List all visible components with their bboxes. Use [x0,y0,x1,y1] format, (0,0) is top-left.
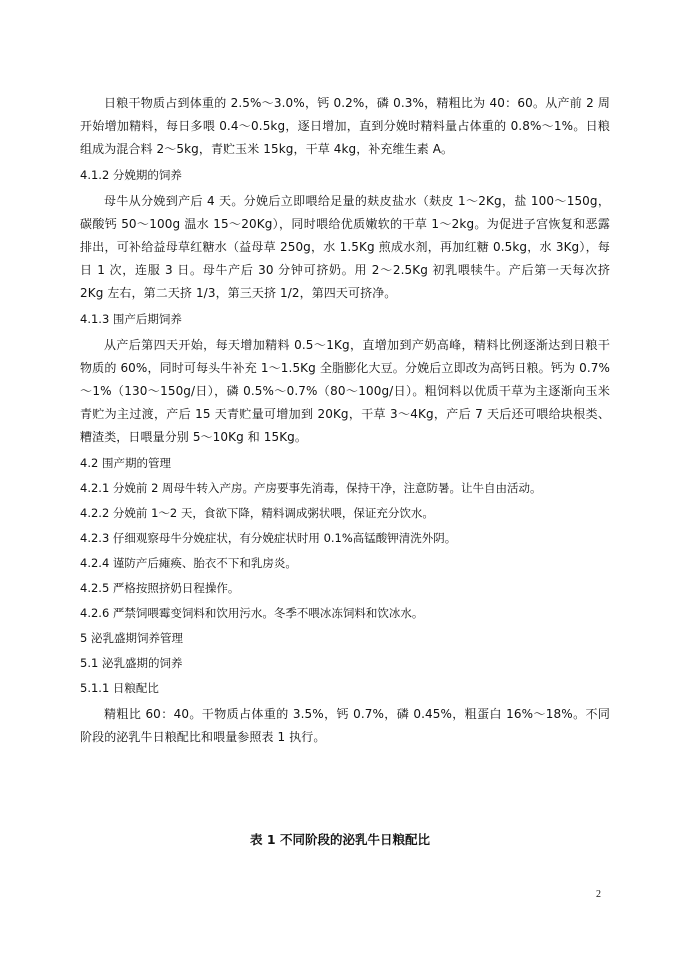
heading-5: 5 泌乳盛期饲养管理 [80,631,183,645]
list-item-4-2-6: 4.2.6 严禁饲喂霉变饲料和饮用污水。冬季不喂冰冻饲料和饮冰水。 [80,606,424,620]
list-item-4-2-4: 4.2.4 谨防产后瘫痪、胎衣不下和乳房炎。 [80,556,297,570]
paragraph-calving-feeding: 母牛从分娩到产后 4 天。分娩后立即喂给足量的麸皮盐水（麸皮 1～2Kg，盐 100～150g，碳酸钙 50～100g 温水 15～20Kg），同时喂给优质嫩软的干草 1～2kg。为促进子宫恢复和恶露排出，可补给益母草红糖水（益母草 250g，水 1.5Kg 煎成水剂，再加红糖 0.5kg，水 3Kg），每日 1 次，连服 3 日。母牛产后 30 分钟可挤奶。用 2～2.5Kg 初乳喂犊牛。产后第一天每次挤 2Kg 左右，第二天挤 1/3，第三天挤 1/2，第四天可挤净。 [80,194,610,300]
list-item-4-2-3: 4.2.3 仔细观察母牛分娩症状，有分娩症状时用 0.1%高锰酸钾清洗外阴。 [80,531,457,545]
document-body [80,92,610,753]
heading-4-2: 4.2 围产期的管理 [80,456,171,470]
paragraph-ration-precalving: 日粮干物质占到体重的 2.5%～3.0%，钙 0.2%，磷 0.3%，精粗比为 40：60。从产前 2 周开始增加精料，每日多喂 0.4～0.5kg，逐日增加，直到分娩时精料量占体重的 0.8%～1%。日粮组成为混合料 2～5kg，青贮玉米 15kg，干草 4kg，补充维生素 A。 [80,96,610,156]
page-number: 2 [596,889,601,900]
paragraph-postpartum-feeding: 从产后第四天开始，每天增加精料 0.5～1Kg，直增加到产奶高峰，精料比例逐渐达到日粮干物质的 60%，同时可每头牛补充 1～1.5Kg 全脂膨化大豆。分娩后立即改为高钙日粮。钙为 0.7%～1%（130～150g/日），磷 0.5%～0.7%（80～100g/日）。粗饲料以优质干草为主逐渐向玉米青贮为主过渡，产后 15 天青贮量可增加到 20Kg，干草 3～4Kg，产后 7 天后还可喂给块根类、糟渣类，日喂量分别 5～10Kg 和 15Kg。 [80,338,610,444]
heading-4-1-2: 4.1.2 分娩期的饲养 [80,168,182,182]
paragraph-ration-ratio: 精粗比 60：40。干物质占体重的 3.5%，钙 0.7%，磷 0.45%，粗蛋白 16%～18%。不同阶段的泌乳牛日粮配比和喂量参照表 1 执行。 [80,707,610,744]
list-item-4-2-5: 4.2.5 严格按照挤奶日程操作。 [80,581,240,595]
heading-4-1-3: 4.1.3 围产后期饲养 [80,312,182,326]
heading-5-1-1: 5.1.1 日粮配比 [80,681,159,695]
list-item-4-2-1: 4.2.1 分娩前 2 周母牛转入产房。产房要事先消毒，保持干净，注意防暑。让牛自由活动。 [80,481,542,495]
list-item-4-2-2: 4.2.2 分娩前 1～2 天，食欲下降，精料调成粥状喂，保证充分饮水。 [80,506,434,520]
heading-5-1: 5.1 泌乳盛期的饲养 [80,656,183,670]
table-caption: 表 1 不同阶段的泌乳牛日粮配比 [250,832,430,847]
